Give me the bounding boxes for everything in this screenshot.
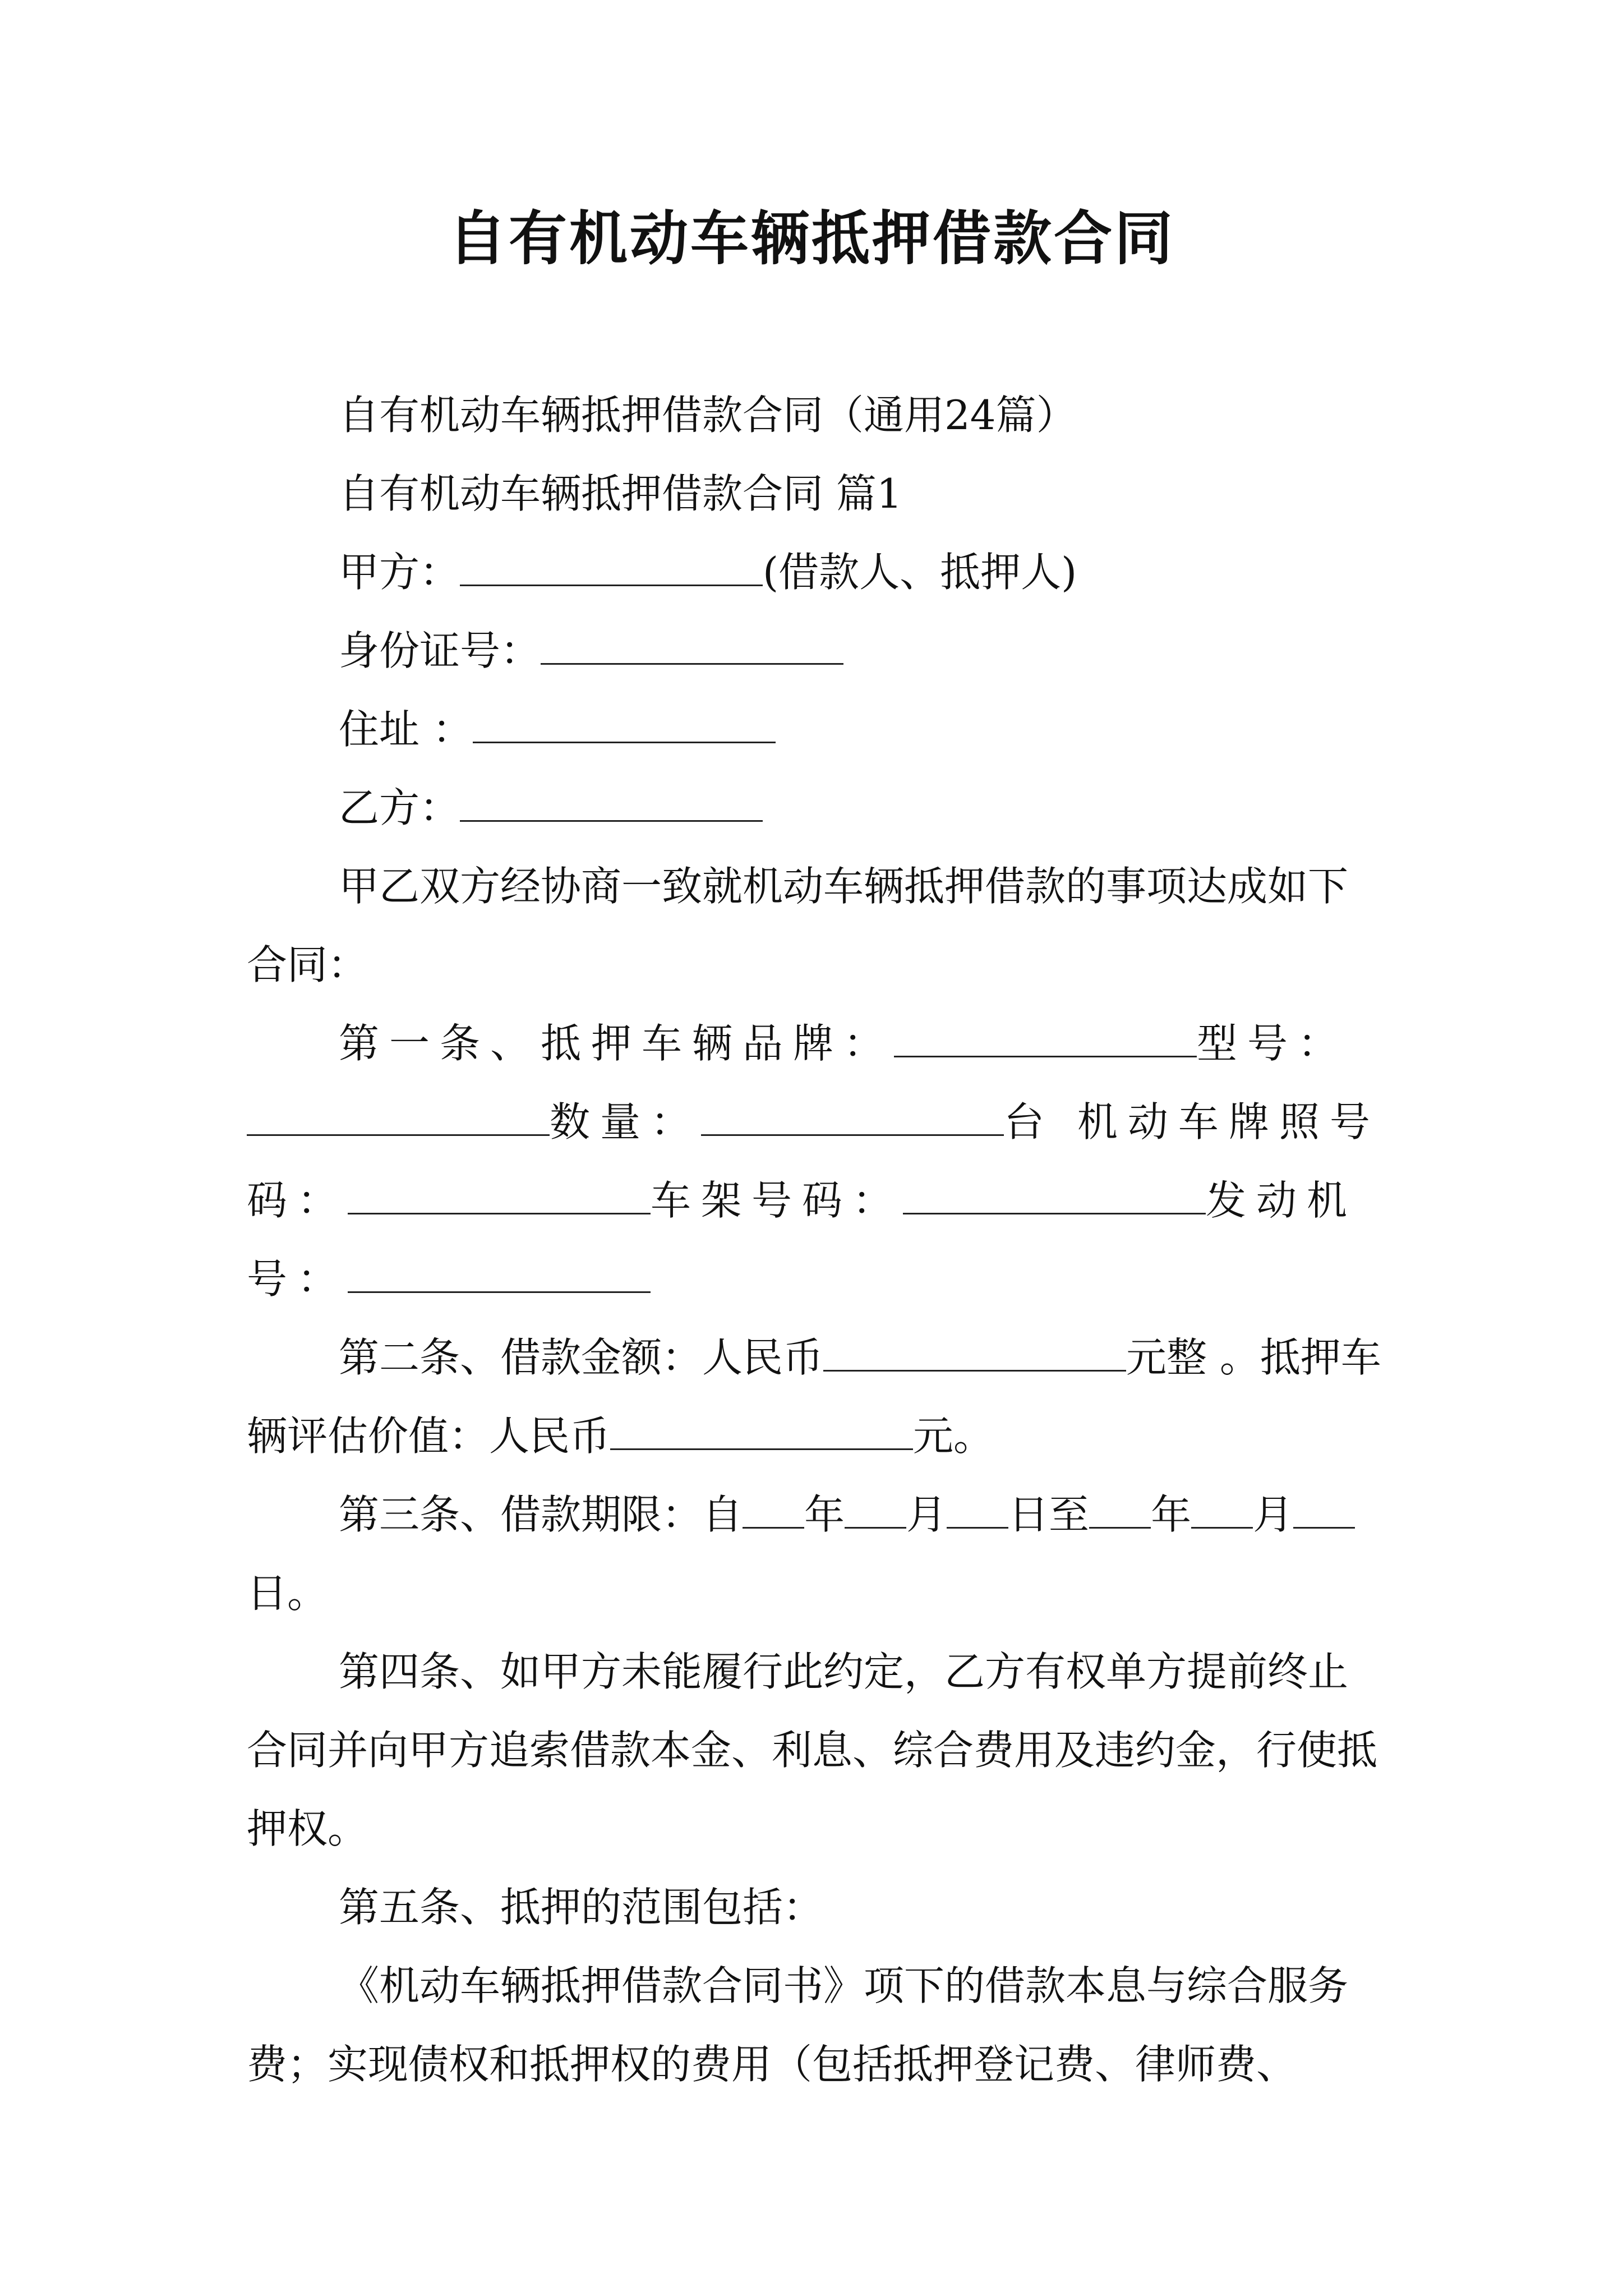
frame-blank (903, 1179, 1206, 1214)
document-body (247, 376, 1385, 2104)
article1-unit: 台 (1004, 1098, 1055, 1145)
article-2 (247, 1318, 1385, 1475)
address-label: 住址 ： (339, 706, 473, 753)
valuation-blank (610, 1415, 913, 1450)
model-blank (247, 1101, 550, 1136)
party-a-suffix: (借款人、抵押人) (763, 549, 1077, 596)
article3-month-2: 月 (1253, 1491, 1294, 1538)
loan-amount-blank (823, 1336, 1126, 1372)
article-5-body: 《机动车辆抵押借款合同书》项下的借款本息与综合服务费；实现债权和抵押权的费用（包括抵押登记费、律师费、 (247, 1962, 1349, 2088)
party-b-line (247, 769, 1385, 847)
article-5-heading: 第五条、抵押的范围包括： (339, 1884, 824, 1931)
party-a-label: 甲方： (339, 549, 460, 596)
article2-lead: 第二条、借款金额：人民币 (339, 1334, 824, 1381)
quantity-blank (701, 1101, 1004, 1136)
party-a-blank (460, 551, 763, 586)
document-subtitle: 自有机动车辆抵押借款合同（通用24篇） (339, 392, 1077, 439)
article1-plate: 机动车牌照号码： (247, 1098, 1380, 1224)
article3-year-1: 年 (804, 1491, 845, 1538)
intro-paragraph: 甲乙双方经协商一致就机动车辆抵押借款的事项达成如下合同： (247, 863, 1349, 988)
brand-blank (894, 1022, 1197, 1057)
article-4: 第四条、如甲方未能履行此约定，乙方有权单方提前终止合同并向甲方追索借款本金、利息、综合费用及违约金，行使抵押权。 (247, 1648, 1378, 1852)
start-year-blank (743, 1493, 804, 1529)
article3-lead: 第三条、借款期限：自 (339, 1491, 743, 1538)
article3-day-to: 日至 (1008, 1491, 1090, 1538)
engine-blank (348, 1258, 651, 1293)
article-1 (247, 1004, 1385, 1318)
document-title: 自有机动车辆抵押借款合同 (448, 204, 1175, 273)
address-line (247, 690, 1385, 769)
article1-frame: 车架号码： (651, 1177, 903, 1224)
article1-model: 型号： (1197, 1020, 1349, 1067)
id-blank (541, 629, 843, 665)
article1-engine: 发动机号： (247, 1177, 1358, 1303)
article1-quantity: 数量： (550, 1098, 702, 1145)
end-day-blank (1293, 1493, 1355, 1529)
party-b-label: 乙方： (339, 784, 460, 831)
article2-end: 元。 (913, 1412, 994, 1460)
article3-year-2: 年 (1151, 1491, 1192, 1538)
article3-month-1: 月 (906, 1491, 947, 1538)
end-year-blank (1089, 1493, 1151, 1529)
article1-lead: 第一条、抵押车辆品牌： (339, 1020, 895, 1067)
address-blank (473, 708, 776, 743)
id-label: 身份证号： (339, 627, 541, 674)
end-month-blank (1191, 1493, 1253, 1529)
section-heading: 自有机动车辆抵押借款合同 篇1 (339, 470, 902, 517)
party-a-line (247, 533, 1385, 611)
start-day-blank (947, 1493, 1008, 1529)
article2-mid: 元整 。抵押车辆评估价值：人民币 (247, 1334, 1381, 1460)
id-line (247, 611, 1385, 690)
party-b-blank (460, 786, 763, 822)
article3-day-end: 日。 (247, 1570, 328, 1617)
article-3 (247, 1475, 1385, 1632)
start-month-blank (845, 1493, 906, 1529)
plate-blank (348, 1179, 651, 1214)
